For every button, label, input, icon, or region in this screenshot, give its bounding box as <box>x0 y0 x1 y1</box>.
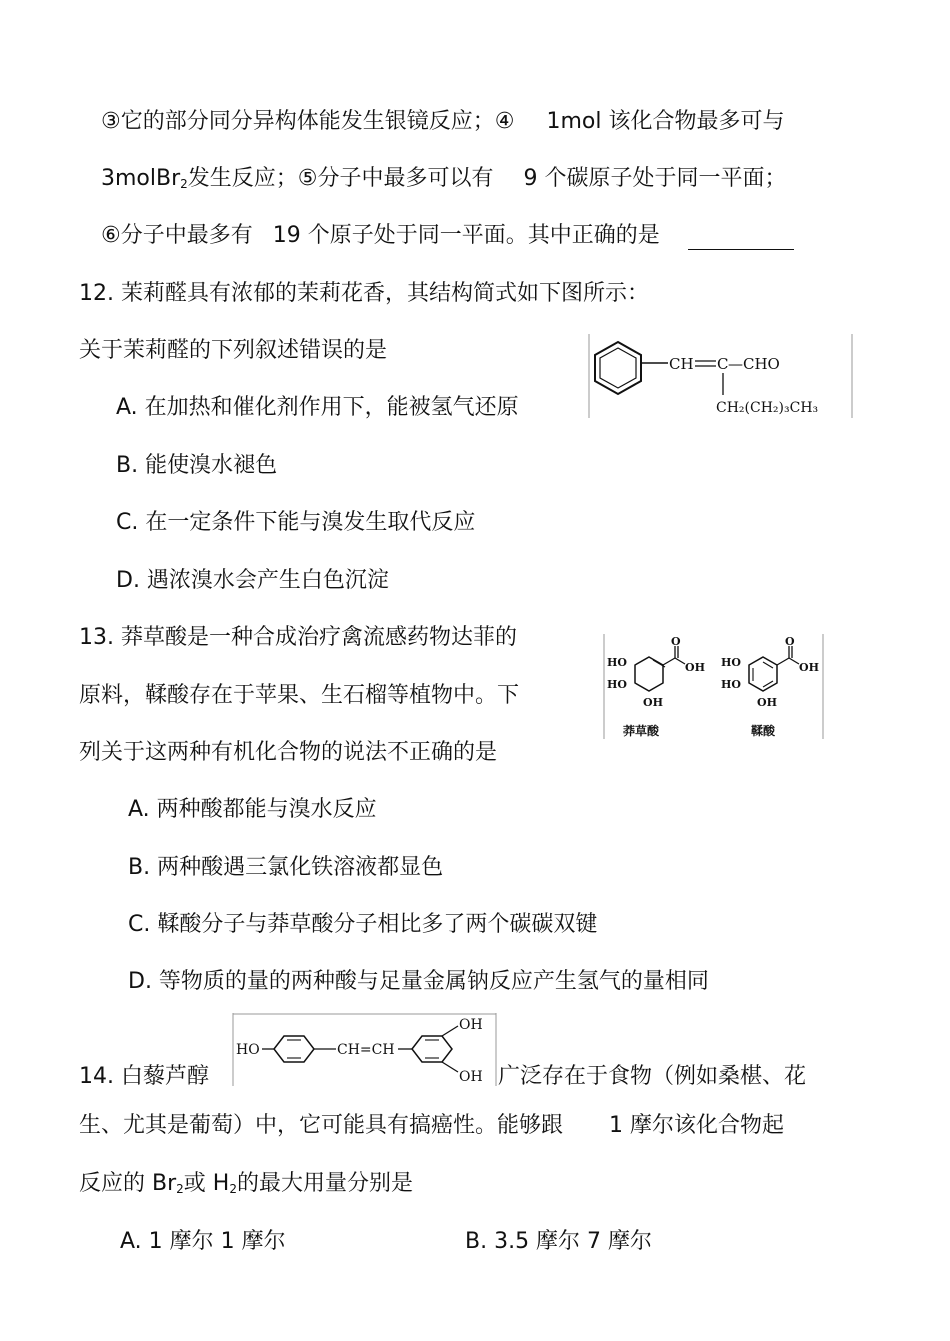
q13-option-d: D. 等物质的量的两种酸与足量金属钠反应产生氢气的量相同 <box>128 969 709 994</box>
q13-line-2: 原料，鞣酸存在于苹果、生石榴等植物中。下 <box>79 683 520 708</box>
svg-text:OH: OH <box>685 661 705 674</box>
q14-suffix: 广泛存在于食物（例如桑椹、花 <box>498 1064 807 1089</box>
q12-option-a: A. 在加热和催化剂作用下，能被氢气还原 <box>116 395 519 420</box>
q12-prompt: 关于茉莉醛的下列叙述错误的是 <box>79 338 388 363</box>
svg-text:HO: HO <box>607 656 627 669</box>
q14-prefix: 14. 白藜芦醇 <box>79 1064 209 1089</box>
q13-option-c: C. 鞣酸分子与莽草酸分子相比多了两个碳碳双键 <box>128 912 598 937</box>
q13-option-a: A. 两种酸都能与溴水反应 <box>128 797 377 822</box>
answer-blank[interactable] <box>688 229 794 250</box>
svg-text:HO: HO <box>721 656 741 669</box>
resveratrol-structure <box>232 1012 498 1088</box>
q12-option-b: B. 能使溴水褪色 <box>116 453 278 478</box>
q11-line-3: ⑥分子中最多有 19 个原子处于同一平面。其中正确的是 <box>101 222 794 250</box>
svg-text:CH₂(CH₂)₃CH₃: CH₂(CH₂)₃CH₃ <box>716 400 819 416</box>
jasmine-aldehyde-structure <box>588 333 854 419</box>
q14-option-b: B. 3.5 摩尔 7 摩尔 <box>465 1229 653 1254</box>
svg-text:CH=CH: CH=CH <box>337 1042 395 1058</box>
q11-line-2: 3molBr2发生反应；⑤分子中最多可以有 9 个碳原子处于同一平面； <box>101 166 787 191</box>
q13-option-b: B. 两种酸遇三氯化铁溶液都显色 <box>128 855 444 880</box>
svg-text:CH: CH <box>669 355 694 373</box>
q13-line-3: 列关于这两种有机化合物的说法不正确的是 <box>79 740 498 765</box>
svg-text:O: O <box>671 635 681 648</box>
svg-text:HO: HO <box>236 1042 260 1058</box>
q13-line-1: 13. 莽草酸是一种合成治疗禽流感药物达菲的 <box>79 625 517 650</box>
shikimic-tannic-acid-structures <box>603 633 825 741</box>
svg-text:—CHO: —CHO <box>728 355 780 373</box>
q12-option-d: D. 遇浓溴水会产生白色沉淀 <box>116 568 389 593</box>
svg-text:OH: OH <box>459 1017 483 1033</box>
svg-text:OH: OH <box>799 661 819 674</box>
svg-text:O: O <box>785 635 795 648</box>
svg-text:OH: OH <box>643 696 663 709</box>
q14-line-3: 反应的 Br2或 H2的最大用量分别是 <box>79 1171 413 1196</box>
q14-line-2: 生、尤其是葡萄）中，它可能具有搞癌性。能够跟 1 摩尔该化合物起 <box>79 1113 785 1138</box>
svg-text:鞣酸: 鞣酸 <box>751 724 776 738</box>
svg-text:莽草酸: 莽草酸 <box>623 724 660 738</box>
q12-option-c: C. 在一定条件下能与溴发生取代反应 <box>116 510 476 535</box>
q11-line-1: ③它的部分同分异构体能发生银镜反应；④ 1mol 该化合物最多可与 <box>101 109 785 134</box>
q12-stem: 12. 茉莉醛具有浓郁的茉莉花香，其结构简式如下图所示： <box>79 281 649 306</box>
svg-text:HO: HO <box>721 678 741 691</box>
svg-text:HO: HO <box>607 678 627 691</box>
svg-text:OH: OH <box>459 1069 483 1085</box>
q14-option-a: A. 1 摩尔 1 摩尔 <box>120 1229 286 1254</box>
svg-text:OH: OH <box>757 696 777 709</box>
svg-text:C: C <box>717 355 729 373</box>
